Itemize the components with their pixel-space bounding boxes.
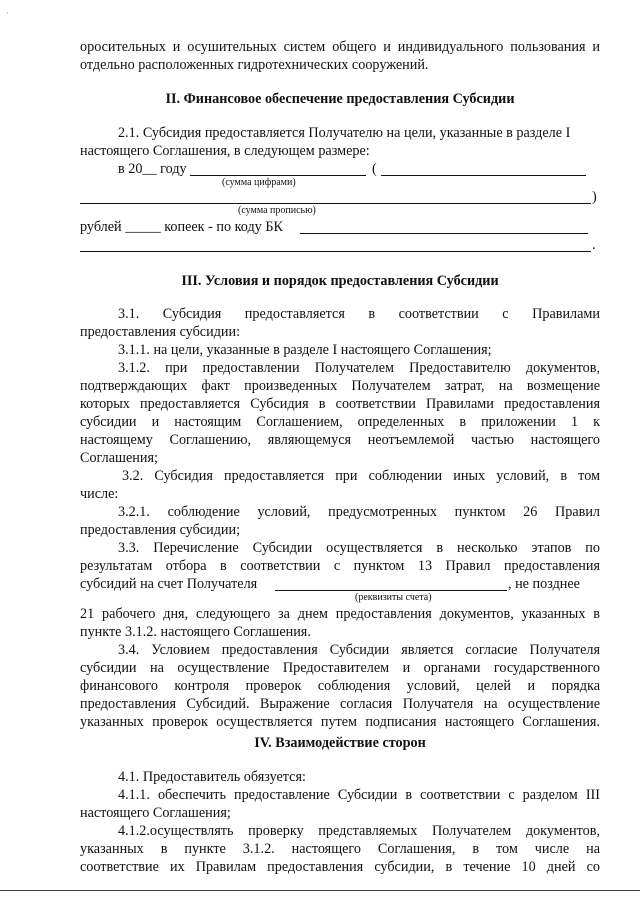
p2-1-line-1: 2.1. Субсидия предоставляется Получателю на цели, указанные в разделе I bbox=[118, 125, 571, 141]
p3-1-2-line-4: субсидии и настоящим Соглашением, определенных в приложении 1 к bbox=[80, 414, 600, 430]
end-dot: . bbox=[592, 237, 596, 253]
intro-line-1: оросительных и осушительных систем общего и индивидуального пользования и bbox=[80, 39, 600, 55]
p3-3-line-4: 21 рабочего дня, следующего за днем предоставления документов, указанных в bbox=[80, 606, 600, 622]
p3-1-2-line-6: Соглашения; bbox=[80, 450, 158, 466]
p3-3-line-2: результатам отбора в соответствии с пунктом 13 Правил предоставления bbox=[80, 558, 600, 574]
p3-1-line-1: 3.1. Субсидия предоставляется в соответствии с Правилами bbox=[118, 306, 600, 322]
page-bottom-rule bbox=[0, 890, 640, 891]
p3-1-2-line-2: подтверждающих факт произведенных Получателем затрат, на возмещение bbox=[80, 378, 600, 394]
p3-3-line-1: 3.3. Перечисление Субсидии осуществляется в несколько этапов по bbox=[118, 540, 600, 556]
p3-4-line-3: финансового контроля проверок соблюдения условий, целей и порядка bbox=[80, 678, 600, 694]
sum-words-line bbox=[80, 203, 591, 204]
bk-code-line bbox=[300, 233, 588, 234]
p3-1-1: 3.1.1. на цели, указанные в разделе I настоящего Соглашения; bbox=[118, 342, 492, 358]
p3-3-line-3-start: субсидий на счет Получателя bbox=[80, 576, 258, 592]
p3-1-line-2: предоставления субсидии: bbox=[80, 324, 241, 340]
p3-4-line-1: 3.4. Условием предоставления Субсидии является согласие Получателя bbox=[118, 642, 600, 658]
p3-1-2-line-3: которых предоставляется Субсидия в соответствии Правилами предоставления bbox=[80, 396, 600, 412]
corner-mark: · bbox=[6, 8, 9, 18]
p3-1-2-line-1: 3.1.2. при предоставлении Получателем Предоставителю документов, bbox=[118, 360, 600, 376]
caption-account: (реквизиты счета) bbox=[355, 592, 432, 603]
p3-1-2-line-5: настоящему Соглашению, являющемуся неотъемлемой частью настоящего bbox=[80, 432, 600, 448]
intro-line-2: отдельно расположенных гидротехнических сооружений. bbox=[80, 57, 429, 73]
p4-1-2-line-2: указанных в пункте 3.1.2. настоящего Соглашения, в том числе на bbox=[80, 841, 600, 857]
p4-1: 4.1. Предоставитель обязуется: bbox=[118, 769, 306, 785]
p3-4-line-5: указанных проверок осуществляется путем подписания настоящего Соглашения. bbox=[80, 714, 600, 730]
p3-2-line-2: числе: bbox=[80, 486, 119, 502]
p4-1-2-line-1: 4.1.2.осуществлять проверку представляемых Получателем документов, bbox=[118, 823, 600, 839]
p4-1-1-line-2: настоящего Соглашения; bbox=[80, 805, 231, 821]
account-details-line bbox=[275, 590, 507, 591]
year-text: в 20__ году bbox=[118, 161, 187, 177]
close-paren: ) bbox=[592, 189, 597, 205]
p3-3-line-5: пункте 3.1.2. настоящего Соглашения. bbox=[80, 624, 311, 640]
p3-2-1-line-2: предоставления субсидии; bbox=[80, 522, 241, 538]
p3-4-line-4: предоставления Субсидий. Выражение согласия Получателя на осуществление bbox=[80, 696, 600, 712]
p3-3-line-3-end: , не позднее bbox=[508, 576, 580, 592]
sum-digits-line bbox=[190, 175, 366, 176]
section-3-heading: III. Условия и порядок предоставления Субсидии bbox=[181, 273, 499, 289]
section-2-heading: II. Финансовое обеспечение предоставления Субсидии bbox=[165, 91, 515, 107]
caption-sum-digits: (сумма цифрами) bbox=[222, 177, 296, 188]
caption-sum-words: (сумма прописью) bbox=[238, 205, 316, 216]
p4-1-2-line-3: соответствие их Правилам предоставления субсидии, в течение 10 дней со bbox=[80, 859, 600, 875]
open-paren: ( bbox=[372, 161, 377, 177]
p3-4-line-2: субсидии на осуществление Предоставителем и органами государственного bbox=[80, 660, 600, 676]
p3-2-line-1: 3.2. Субсидия предоставляется при соблюдении иных условий, в том bbox=[122, 468, 600, 484]
p4-1-1-line-1: 4.1.1. обеспечить предоставление Субсидии в соответствии с разделом III bbox=[118, 787, 600, 803]
sum-digits-line-2 bbox=[381, 175, 586, 176]
rub-text: рублей _____ копеек - по коду БК bbox=[80, 219, 283, 235]
bk-code-line-2 bbox=[80, 251, 591, 252]
p3-2-1-line-1: 3.2.1. соблюдение условий, предусмотренных пунктом 26 Правил bbox=[118, 504, 600, 520]
section-4-heading: IV. Взаимодействие сторон bbox=[254, 735, 426, 751]
p2-1-line-2: настоящего Соглашения, в следующем размере: bbox=[80, 143, 370, 159]
